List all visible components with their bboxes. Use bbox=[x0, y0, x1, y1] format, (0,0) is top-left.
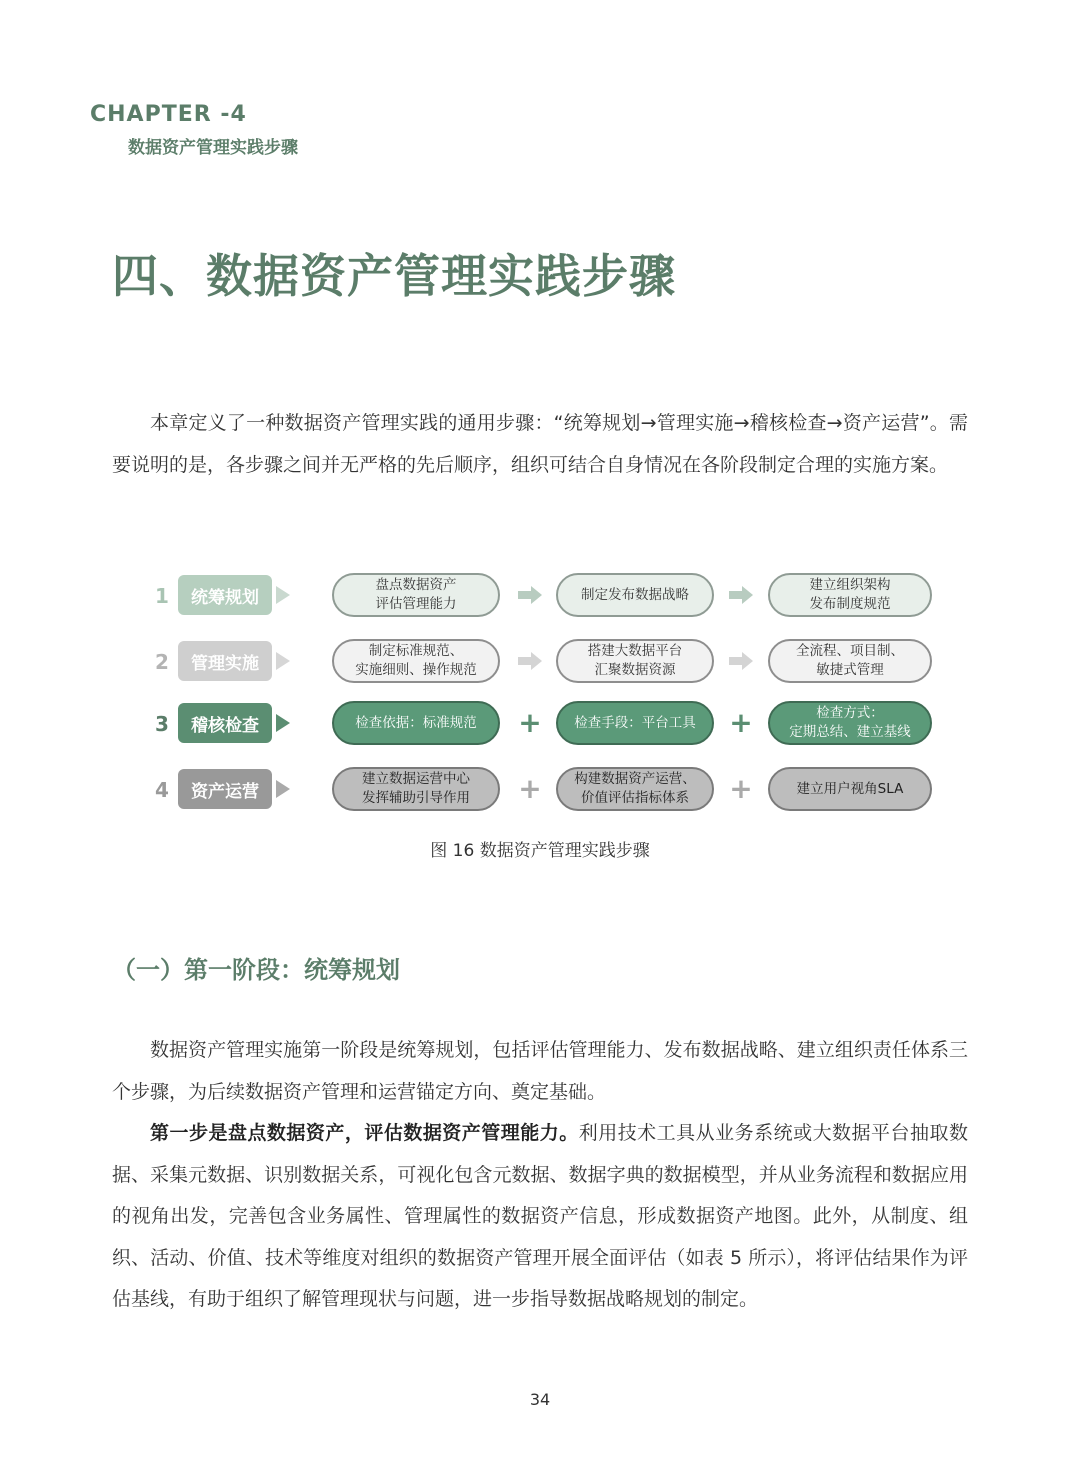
phase-label: 统筹规划 bbox=[178, 575, 272, 615]
step-box: 检查依据：标准规范 bbox=[332, 701, 500, 745]
plus-icon: + bbox=[729, 772, 753, 805]
step-number: 1 bbox=[155, 584, 169, 608]
step-box: 建立组织架构 发布制度规范 bbox=[768, 573, 932, 617]
triangle-arrow-icon bbox=[276, 652, 290, 670]
step-box: 建立数据运营中心 发挥辅助引导作用 bbox=[332, 767, 500, 811]
step-number: 4 bbox=[155, 778, 169, 802]
page-title: 四、数据资产管理实践步骤 bbox=[112, 249, 676, 303]
step-box: 构建数据资产运营、 价值评估指标体系 bbox=[556, 767, 714, 811]
triangle-arrow-icon bbox=[276, 586, 290, 604]
chapter-label: CHAPTER -4 bbox=[90, 102, 247, 127]
phase-label: 管理实施 bbox=[178, 641, 272, 681]
plus-icon: + bbox=[518, 772, 542, 805]
step-box: 全流程、项目制、 敏捷式管理 bbox=[768, 639, 932, 683]
bold-lead-sentence: 第一步是盘点数据资产，评估数据资产管理能力。 bbox=[150, 1122, 579, 1144]
triangle-arrow-icon bbox=[276, 780, 290, 798]
plus-icon: + bbox=[518, 706, 542, 739]
phase-label: 稽核检查 bbox=[178, 703, 272, 743]
triangle-arrow-icon bbox=[276, 714, 290, 732]
steps-diagram bbox=[150, 570, 940, 820]
arrow-right-icon bbox=[729, 586, 753, 604]
step-number: 2 bbox=[155, 650, 169, 674]
step-box: 制定标准规范、 实施细则、操作规范 bbox=[332, 639, 500, 683]
diagram-row-4 bbox=[150, 764, 940, 816]
section-heading: （一）第一阶段：统筹规划 bbox=[112, 956, 400, 984]
paragraph-body: 利用技术工具从业务系统或大数据平台抽取数据、采集元数据、识别数据关系，可视化包含元数据、数据字典的数据模型，并从业务流程和数据应用的视角出发，完善包含业务属性、管理属性的数据资产信息，形成数据资产地图。此外，从制度、组织、活动、价值、技术等维度对组织的数据资产管理开展全面评估（如表 5 所示），将评估结果作为评估基线，有助于组织了解管理现状与问题，进一步指导数据战略规划的制定。 bbox=[112, 1122, 968, 1310]
chapter-subtitle: 数据资产管理实践步骤 bbox=[128, 138, 298, 158]
arrow-right-icon bbox=[518, 586, 542, 604]
step-box: 建立用户视角SLA bbox=[768, 767, 932, 811]
step-box: 盘点数据资产 评估管理能力 bbox=[332, 573, 500, 617]
intro-paragraph: 本章定义了一种数据资产管理实践的通用步骤：“统筹规划→管理实施→稽核检查→资产运营”。需要说明的是，各步骤之间并无严格的先后顺序，组织可结合自身情况在各阶段制定合理的实施方案。 bbox=[112, 412, 968, 476]
step-number: 3 bbox=[155, 712, 169, 736]
step-box: 搭建大数据平台 汇聚数据资源 bbox=[556, 639, 714, 683]
diagram-row-1 bbox=[150, 570, 940, 622]
section-paragraph-1: 数据资产管理实施第一阶段是统筹规划，包括评估管理能力、发布数据战略、建立组织责任体系三个步骤，为后续数据资产管理和运营锚定方向、奠定基础。 bbox=[112, 1039, 968, 1103]
figure-caption: 图 16 数据资产管理实践步骤 bbox=[430, 841, 650, 861]
arrow-right-icon bbox=[518, 652, 542, 670]
diagram-row-2 bbox=[150, 636, 940, 688]
step-box: 检查方式： 定期总结、建立基线 bbox=[768, 701, 932, 745]
plus-icon: + bbox=[729, 706, 753, 739]
step-box: 制定发布数据战略 bbox=[556, 573, 714, 617]
step-box: 检查手段：平台工具 bbox=[556, 701, 714, 745]
diagram-row-3 bbox=[150, 698, 940, 750]
section-paragraph-2 bbox=[112, 1113, 968, 1321]
phase-label: 资产运营 bbox=[178, 769, 272, 809]
arrow-right-icon bbox=[729, 652, 753, 670]
page-number: 34 bbox=[529, 1390, 551, 1409]
